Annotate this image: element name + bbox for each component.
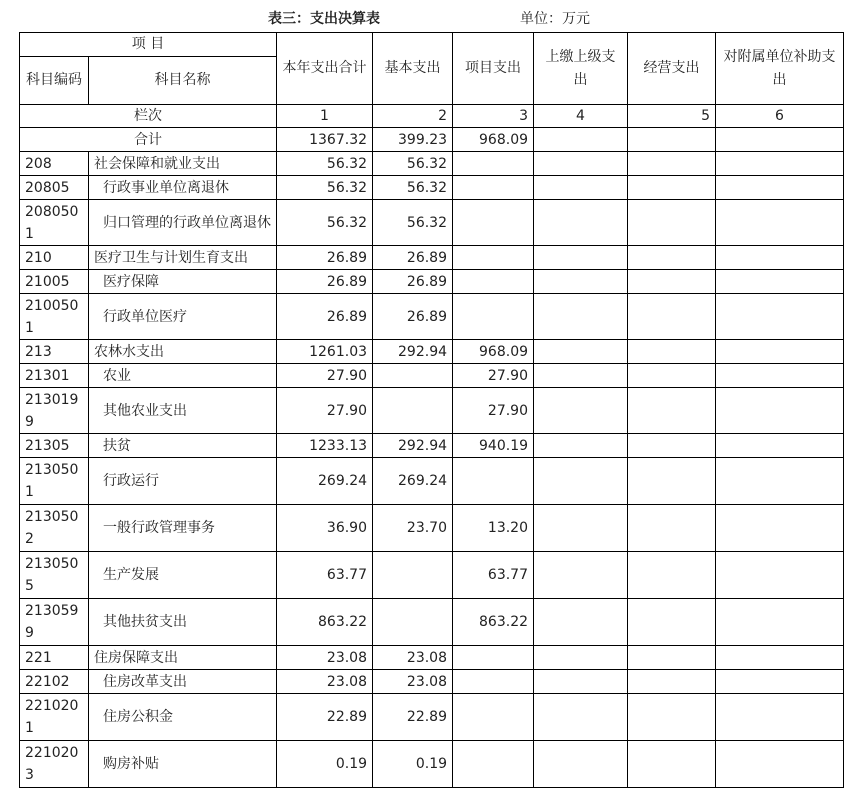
header-basic: 基本支出 bbox=[373, 33, 453, 105]
row-total: 56.32 bbox=[277, 176, 373, 200]
row-basic: 56.32 bbox=[373, 152, 453, 176]
table-row bbox=[20, 646, 844, 670]
row-oper bbox=[628, 388, 716, 434]
row-code: 210 bbox=[20, 246, 89, 270]
row-subsidy bbox=[716, 505, 844, 552]
row-basic bbox=[373, 552, 453, 599]
row-oper bbox=[628, 200, 716, 246]
row-upper bbox=[534, 270, 628, 294]
row-proj bbox=[453, 294, 534, 340]
row-upper bbox=[534, 646, 628, 670]
col-num-1: 1 bbox=[277, 105, 373, 128]
row-proj bbox=[453, 646, 534, 670]
row-subsidy bbox=[716, 246, 844, 270]
row-proj bbox=[453, 670, 534, 694]
row-total: 269.24 bbox=[277, 458, 373, 505]
row-basic: 26.89 bbox=[373, 246, 453, 270]
table-row bbox=[20, 294, 844, 340]
row-total: 1261.03 bbox=[277, 340, 373, 364]
table-row bbox=[20, 434, 844, 458]
row-subsidy bbox=[716, 340, 844, 364]
row-oper bbox=[628, 694, 716, 741]
sum-row bbox=[20, 128, 844, 152]
row-basic bbox=[373, 388, 453, 434]
row-total: 23.08 bbox=[277, 670, 373, 694]
row-name: 住房改革支出 bbox=[89, 670, 277, 694]
row-oper bbox=[628, 364, 716, 388]
row-basic: 23.08 bbox=[373, 646, 453, 670]
row-name: 农林水支出 bbox=[89, 340, 277, 364]
row-name: 住房公积金 bbox=[89, 694, 277, 741]
col-label: 栏次 bbox=[20, 105, 277, 128]
row-oper bbox=[628, 270, 716, 294]
row-name: 其他扶贫支出 bbox=[89, 599, 277, 646]
row-code: 20805 bbox=[20, 176, 89, 200]
row-code: 2210201 bbox=[20, 694, 89, 741]
row-name: 归口管理的行政单位离退休 bbox=[89, 200, 277, 246]
row-subsidy bbox=[716, 741, 844, 788]
row-basic: 269.24 bbox=[373, 458, 453, 505]
row-oper bbox=[628, 246, 716, 270]
row-upper bbox=[534, 246, 628, 270]
table-row bbox=[20, 152, 844, 176]
table-row bbox=[20, 364, 844, 388]
table-caption bbox=[0, 8, 856, 28]
row-code: 2130505 bbox=[20, 552, 89, 599]
sum-total: 1367.32 bbox=[277, 128, 373, 152]
table-row bbox=[20, 670, 844, 694]
header-oper: 经营支出 bbox=[628, 33, 716, 105]
row-total: 26.89 bbox=[277, 294, 373, 340]
row-basic: 26.89 bbox=[373, 294, 453, 340]
row-upper bbox=[534, 294, 628, 340]
row-name: 医疗卫生与计划生育支出 bbox=[89, 246, 277, 270]
row-upper bbox=[534, 552, 628, 599]
row-basic: 0.19 bbox=[373, 741, 453, 788]
row-total: 27.90 bbox=[277, 364, 373, 388]
col-num-5: 5 bbox=[628, 105, 716, 128]
row-oper bbox=[628, 505, 716, 552]
sum-proj: 968.09 bbox=[453, 128, 534, 152]
col-num-2: 2 bbox=[373, 105, 453, 128]
row-total: 56.32 bbox=[277, 152, 373, 176]
row-subsidy bbox=[716, 599, 844, 646]
table-row bbox=[20, 388, 844, 434]
table-row bbox=[20, 340, 844, 364]
row-name: 一般行政管理事务 bbox=[89, 505, 277, 552]
row-proj: 27.90 bbox=[453, 388, 534, 434]
table-row bbox=[20, 552, 844, 599]
row-code: 2100501 bbox=[20, 294, 89, 340]
row-oper bbox=[628, 741, 716, 788]
row-total: 26.89 bbox=[277, 270, 373, 294]
row-total: 1233.13 bbox=[277, 434, 373, 458]
row-basic bbox=[373, 364, 453, 388]
row-proj bbox=[453, 176, 534, 200]
row-proj bbox=[453, 246, 534, 270]
row-name: 购房补贴 bbox=[89, 741, 277, 788]
row-subsidy bbox=[716, 388, 844, 434]
row-upper bbox=[534, 599, 628, 646]
header-upper: 上缴上级支出 bbox=[534, 33, 628, 105]
row-subsidy bbox=[716, 294, 844, 340]
row-upper bbox=[534, 340, 628, 364]
row-subsidy bbox=[716, 434, 844, 458]
row-upper bbox=[534, 670, 628, 694]
row-oper bbox=[628, 176, 716, 200]
row-upper bbox=[534, 505, 628, 552]
table-row bbox=[20, 599, 844, 646]
row-total: 23.08 bbox=[277, 646, 373, 670]
row-proj bbox=[453, 694, 534, 741]
row-code: 2130199 bbox=[20, 388, 89, 434]
row-subsidy bbox=[716, 694, 844, 741]
row-upper bbox=[534, 434, 628, 458]
row-upper bbox=[534, 741, 628, 788]
row-upper bbox=[534, 388, 628, 434]
table-row bbox=[20, 741, 844, 788]
row-basic: 292.94 bbox=[373, 340, 453, 364]
row-total: 56.32 bbox=[277, 200, 373, 246]
sum-basic: 399.23 bbox=[373, 128, 453, 152]
row-code: 2130501 bbox=[20, 458, 89, 505]
row-code: 21305 bbox=[20, 434, 89, 458]
expenditure-table bbox=[19, 32, 844, 788]
row-name: 行政事业单位离退休 bbox=[89, 176, 277, 200]
row-oper bbox=[628, 670, 716, 694]
row-upper bbox=[534, 458, 628, 505]
row-upper bbox=[534, 694, 628, 741]
row-code: 213 bbox=[20, 340, 89, 364]
row-oper bbox=[628, 434, 716, 458]
row-upper bbox=[534, 152, 628, 176]
row-code: 2130599 bbox=[20, 599, 89, 646]
table-row bbox=[20, 270, 844, 294]
row-proj bbox=[453, 741, 534, 788]
row-upper bbox=[534, 364, 628, 388]
row-basic bbox=[373, 599, 453, 646]
row-name: 扶贫 bbox=[89, 434, 277, 458]
row-code: 2080501 bbox=[20, 200, 89, 246]
row-oper bbox=[628, 152, 716, 176]
row-code: 208 bbox=[20, 152, 89, 176]
header-proj: 项目支出 bbox=[453, 33, 534, 105]
row-basic: 26.89 bbox=[373, 270, 453, 294]
col-num-4: 4 bbox=[534, 105, 628, 128]
row-proj: 940.19 bbox=[453, 434, 534, 458]
table-row bbox=[20, 246, 844, 270]
table-row bbox=[20, 200, 844, 246]
row-name: 医疗保障 bbox=[89, 270, 277, 294]
row-basic: 22.89 bbox=[373, 694, 453, 741]
row-proj: 13.20 bbox=[453, 505, 534, 552]
row-total: 863.22 bbox=[277, 599, 373, 646]
sum-upper bbox=[534, 128, 628, 152]
row-proj bbox=[453, 200, 534, 246]
sum-subsidy bbox=[716, 128, 844, 152]
table-title: 表三：支出决算表 bbox=[268, 11, 380, 27]
row-upper bbox=[534, 176, 628, 200]
row-proj: 63.77 bbox=[453, 552, 534, 599]
row-name: 其他农业支出 bbox=[89, 388, 277, 434]
col-num-3: 3 bbox=[453, 105, 534, 128]
row-name: 行政单位医疗 bbox=[89, 294, 277, 340]
header-subsidy: 对附属单位补助支出 bbox=[716, 33, 844, 105]
row-total: 63.77 bbox=[277, 552, 373, 599]
row-basic: 56.32 bbox=[373, 200, 453, 246]
row-proj bbox=[453, 458, 534, 505]
row-basic: 23.70 bbox=[373, 505, 453, 552]
header-name: 科目名称 bbox=[89, 57, 277, 105]
header-row-project bbox=[20, 33, 844, 57]
row-upper bbox=[534, 200, 628, 246]
row-basic: 56.32 bbox=[373, 176, 453, 200]
row-total: 22.89 bbox=[277, 694, 373, 741]
col-number-row bbox=[20, 105, 844, 128]
row-subsidy bbox=[716, 270, 844, 294]
row-subsidy bbox=[716, 176, 844, 200]
row-code: 221 bbox=[20, 646, 89, 670]
row-oper bbox=[628, 599, 716, 646]
row-code: 2210203 bbox=[20, 741, 89, 788]
table-row bbox=[20, 694, 844, 741]
sum-oper bbox=[628, 128, 716, 152]
col-num-6: 6 bbox=[716, 105, 844, 128]
sum-label: 合计 bbox=[20, 128, 277, 152]
row-proj bbox=[453, 270, 534, 294]
row-subsidy bbox=[716, 364, 844, 388]
row-proj: 863.22 bbox=[453, 599, 534, 646]
row-total: 26.89 bbox=[277, 246, 373, 270]
row-subsidy bbox=[716, 458, 844, 505]
unit-label: 单位：万元 bbox=[520, 11, 590, 27]
row-code: 2130502 bbox=[20, 505, 89, 552]
row-total: 36.90 bbox=[277, 505, 373, 552]
row-oper bbox=[628, 340, 716, 364]
row-name: 行政运行 bbox=[89, 458, 277, 505]
row-code: 21301 bbox=[20, 364, 89, 388]
row-name: 住房保障支出 bbox=[89, 646, 277, 670]
row-code: 21005 bbox=[20, 270, 89, 294]
row-subsidy bbox=[716, 670, 844, 694]
row-subsidy bbox=[716, 646, 844, 670]
row-oper bbox=[628, 294, 716, 340]
row-code: 22102 bbox=[20, 670, 89, 694]
header-total: 本年支出合计 bbox=[277, 33, 373, 105]
row-subsidy bbox=[716, 200, 844, 246]
row-total: 27.90 bbox=[277, 388, 373, 434]
row-basic: 23.08 bbox=[373, 670, 453, 694]
header-project: 项 目 bbox=[20, 33, 277, 57]
row-subsidy bbox=[716, 552, 844, 599]
row-oper bbox=[628, 458, 716, 505]
row-name: 生产发展 bbox=[89, 552, 277, 599]
table-row bbox=[20, 505, 844, 552]
header-code: 科目编码 bbox=[20, 57, 89, 105]
row-proj: 27.90 bbox=[453, 364, 534, 388]
row-name: 社会保障和就业支出 bbox=[89, 152, 277, 176]
row-subsidy bbox=[716, 152, 844, 176]
row-proj bbox=[453, 152, 534, 176]
table-row bbox=[20, 458, 844, 505]
table-row bbox=[20, 176, 844, 200]
row-name: 农业 bbox=[89, 364, 277, 388]
row-oper bbox=[628, 646, 716, 670]
row-oper bbox=[628, 552, 716, 599]
row-proj: 968.09 bbox=[453, 340, 534, 364]
row-basic: 292.94 bbox=[373, 434, 453, 458]
row-total: 0.19 bbox=[277, 741, 373, 788]
